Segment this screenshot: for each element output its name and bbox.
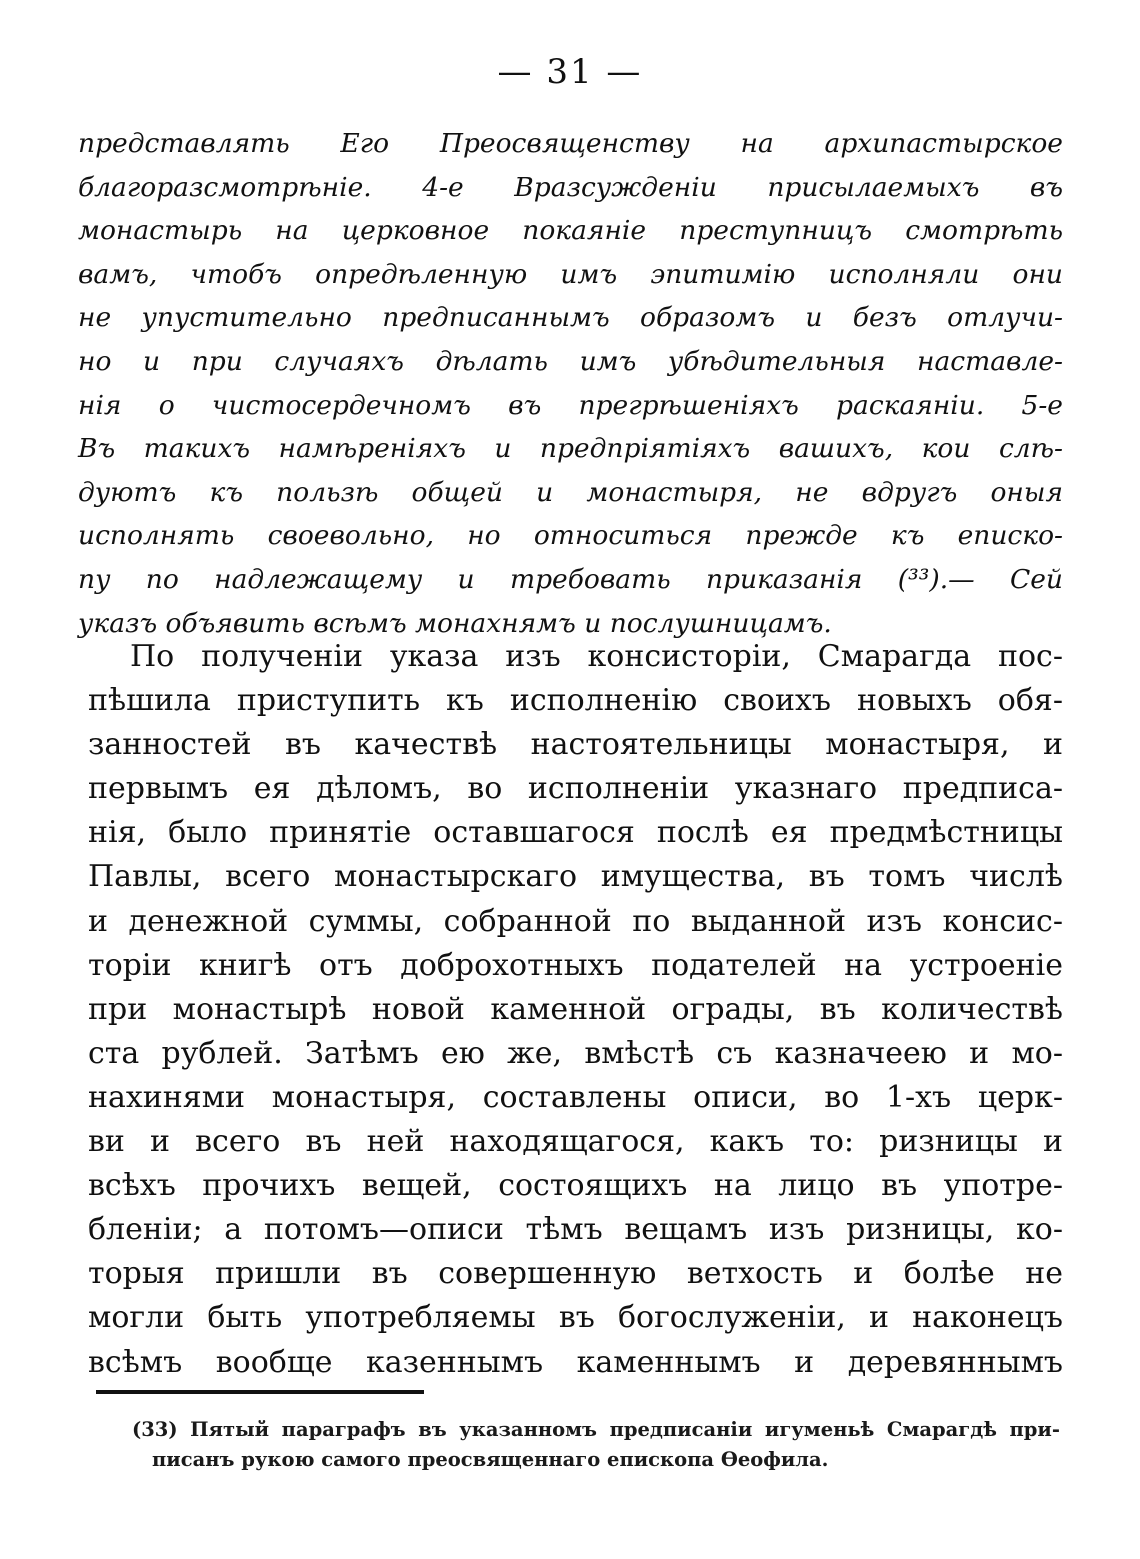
- italic-line: монастырь на церковное покаяніе преступницъ смотрѣть: [78, 215, 1063, 247]
- footnote-divider: [96, 1390, 424, 1394]
- main-line: могли быть употребляемы въ богослуженіи, и наконецъ: [88, 1300, 1063, 1336]
- italic-line: но и при случаяхъ дѣлать имъ убѣдительныя наставле-: [78, 345, 1063, 377]
- page-number: — 31 —: [497, 52, 643, 92]
- main-line: занностей въ качествѣ настоятельницы монастыря, и: [88, 727, 1063, 763]
- italic-line: пу по надлежащему и требовать приказанія (³³).— Сей: [78, 563, 1063, 595]
- main-paragraph: [88, 635, 1063, 1385]
- footnote-line: писанъ рукою самого преосвященнаго епископа Ѳеофила.: [152, 1448, 829, 1471]
- italic-line: Въ такихъ намѣреніяхъ и предпріятіяхъ вашихъ, кои слѣ-: [78, 433, 1063, 465]
- italic-line: дуютъ къ пользѣ общей и монастыря, не вдругъ оныя: [78, 476, 1063, 508]
- main-line: торіи книгѣ отъ доброхотныхъ подателей на устроеніе: [88, 947, 1063, 983]
- main-line: всѣмъ вообще казеннымъ каменнымъ и деревяннымъ: [88, 1344, 1063, 1380]
- italic-line: благоразсмотрѣніе. 4-е Вразсужденіи присылаемыхъ въ: [78, 171, 1063, 203]
- main-line: торыя пришли въ совершенную ветхость и болѣе не: [88, 1256, 1063, 1292]
- main-line: первымъ ея дѣломъ, во исполненіи указнаго предписа-: [88, 771, 1063, 807]
- main-line: нахинями монастыря, составлены описи, во 1-хъ церк-: [88, 1079, 1063, 1115]
- main-line: при монастырѣ новой каменной ограды, въ количествѣ: [88, 991, 1063, 1027]
- main-line: По полученіи указа изъ консисторіи, Смарагда пос-: [130, 639, 1063, 674]
- main-line: ви и всего въ ней находящагося, какъ то: ризницы и: [88, 1124, 1063, 1160]
- italic-line: нія о чистосердечномъ въ прегрѣшеніяхъ раскаяніи. 5-е: [78, 389, 1063, 421]
- main-line: бленіи; а потомъ—описи тѣмъ вещамъ изъ ризницы, ко-: [88, 1212, 1063, 1248]
- main-line: всѣхъ прочихъ вещей, состоящихъ на лицо въ употре-: [88, 1168, 1063, 1204]
- italic-line: не упустительно предписаннымъ образомъ и безъ отлучи-: [78, 302, 1063, 334]
- main-line: ста рублей. Затѣмъ ею же, вмѣстѣ съ казначеею и мо-: [88, 1035, 1063, 1071]
- footnote: [132, 1415, 1060, 1475]
- main-line: пѣшила приступить къ исполненію своихъ новыхъ обя-: [88, 683, 1063, 719]
- italic-line: исполнять своевольно, но относиться прежде къ еписко-: [78, 520, 1063, 552]
- main-line: нія, было принятіе оставшагося послѣ ея предмѣстницы: [88, 815, 1063, 851]
- italic-line: вамъ, чтобъ опредѣленную имъ эпитимію исполняли они: [78, 258, 1063, 290]
- main-line: и денежной суммы, собранной по выданной изъ консис-: [88, 903, 1063, 939]
- italic-paragraph: [78, 122, 1063, 645]
- main-line: Павлы, всего монастырскаго имущества, въ томъ числѣ: [88, 859, 1063, 895]
- italic-line: указъ объявить всѣмъ монахнямъ и послушницамъ.: [78, 607, 832, 639]
- footnote-line: (33) Пятый параграфъ въ указанномъ предписаніи игуменьѣ Смарагдѣ при-: [132, 1418, 1060, 1441]
- italic-line: представлять Его Преосвященству на архипастырское: [78, 128, 1063, 159]
